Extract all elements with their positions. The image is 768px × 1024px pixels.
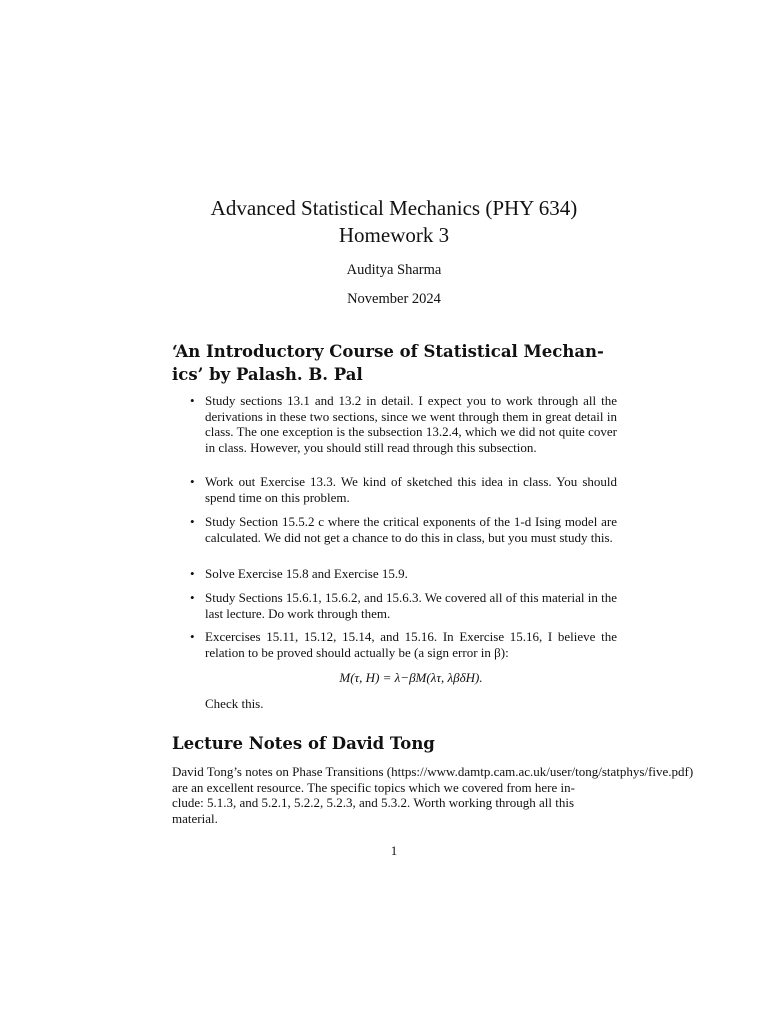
list-item: Study Sections 15.6.1, 15.6.2, and 15.6.3. We covered all of this material in the last lecture. Do work through them. <box>205 590 617 621</box>
section-heading-pal-line2: ics’ by Palash. B. Pal <box>172 365 363 384</box>
bullet-icon: • <box>190 590 195 605</box>
bullet-icon: • <box>190 393 195 408</box>
tong-paragraph-line3: clude: 5.1.3, and 5.2.1, 5.2.2, 5.2.3, and 5.3.2. Worth working through all this <box>172 795 575 810</box>
list-item: Study Section 15.5.2 c where the critical exponents of the 1-d Ising model are calculated. We did not get a chance to do this in class, but you must study this. <box>205 514 617 545</box>
list-item: Study sections 13.1 and 13.2 in detail. I expect you to work through all the derivations in these two sections, since we went through them in great detail in class. The one exception is the subsection 13.2.4, which we did not quite cover in class. However, you should still read through this subsection. <box>205 393 617 455</box>
bullet-icon: • <box>190 629 195 644</box>
bullet-icon: • <box>190 566 195 581</box>
tong-paragraph-line4: material. <box>172 811 218 826</box>
list-item: Excercises 15.11, 15.12, 15.14, and 15.16. In Exercise 15.16, I believe the relation to be proved should actually be (a sign error in β): <box>205 629 617 660</box>
document-subtitle: Homework 3 <box>338 223 450 247</box>
scaling-equation: M(τ, H) = λ−βM(λτ, λβδH). <box>339 670 483 685</box>
check-note: Check this. <box>205 696 264 711</box>
tong-paragraph-line1: David Tong’s notes on Phase Transitions (https://www.damtp.cam.ac.uk/user/tong/statphys/five.pdf) <box>172 764 694 779</box>
bullet-icon: • <box>190 514 195 529</box>
bullet-icon: • <box>190 474 195 489</box>
section-heading-pal-line1: ‘An Introductory Course of Statistical Mechan- <box>172 342 604 361</box>
list-item: Work out Exercise 13.3. We kind of sketched this idea in class. You should spend time on this problem. <box>205 474 617 505</box>
document-title: Advanced Statistical Mechanics (PHY 634) <box>210 196 578 220</box>
page-number: 1 <box>390 843 398 858</box>
section-heading-tong: Lecture Notes of David Tong <box>172 734 435 753</box>
list-item: Solve Exercise 15.8 and Exercise 15.9. <box>205 566 408 581</box>
date: November 2024 <box>347 291 441 307</box>
tong-paragraph-line2: are an excellent resource. The specific topics which we covered from here in- <box>172 780 575 795</box>
author: Auditya Sharma <box>346 262 442 278</box>
